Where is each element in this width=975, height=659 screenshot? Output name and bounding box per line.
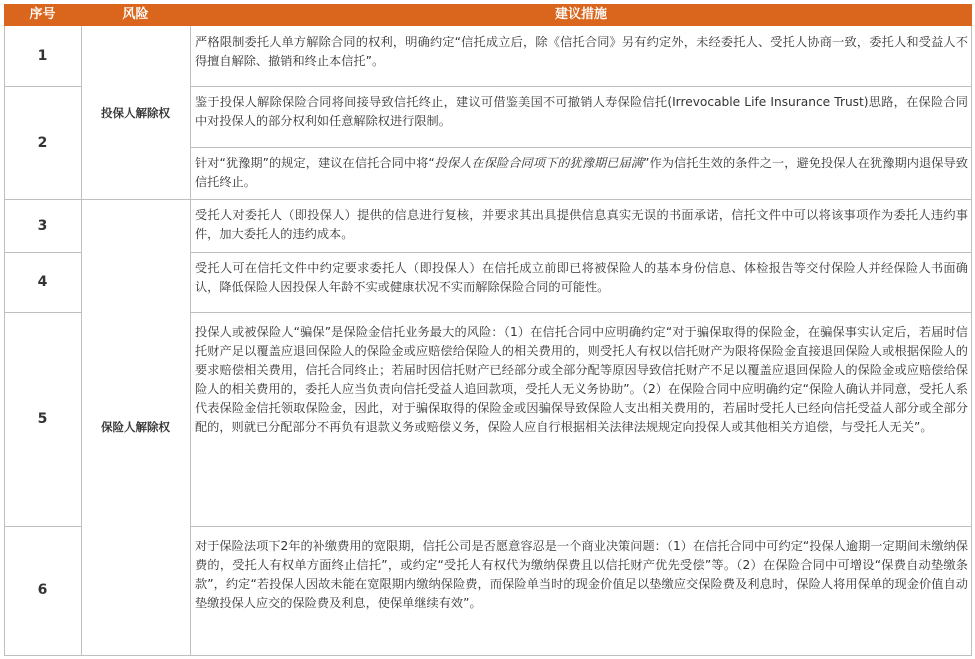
row-2-measure-b-pre: 针对“犹豫期”的规定，建议在信托合同中将“ <box>195 156 435 170</box>
grid-line <box>4 526 81 527</box>
row-5-seq: 5 <box>37 411 48 427</box>
row-5-measure: 投保人或被保险人“骗保”是保险金信托业务最大的风险：（1）在信托合同中应明确约定“对于骗保取得的保险金，在骗保事实认定后，若届时信托财产足以覆盖应退回保险人的保险金或应赔偿给保险人的相关费用的，则受托人有权以信托财产为限将保险金直接退回保险人或根据保险人的要求赔偿相关费用，信托合同终止；若届时因信托财产已经部分或全部分配等原因导致信托财产不足以覆盖应退回保险人的保险金或应赔偿给保险人的相关费用的，委托人应当负责向信托受益人追回款项，受托人无义务协助”。（2）在保险合同中应明确约定“保险人确认并同意，受托人系代表保险金信托领取保险金，因此，对于骗保取得的保险金或因骗保导致保险人支出相关费用的，若届时受托人已经向信托受益人部分或全部分配的，则就已分配部分不再负有退款义务或赔偿义务，保险人应自行根据相关法律法规规定向投保人或其他相关方追偿，与受托人无关”。 <box>195 325 968 434</box>
risk-insurer-termination: 投保人解除权 <box>101 105 170 120</box>
row-4-measure: 受托人可在信托文件中约定要求委托人（即投保人）在信托成立前即已将被保险人的基本身份信息、体检报告等交付保险人并经保险人书面确认，降低保险人因投保人年龄不实或健康状况不实而解除保险合同的可能性。 <box>195 261 968 294</box>
row-6-seq: 6 <box>37 582 48 598</box>
grid-line <box>971 26 972 656</box>
grid-line <box>190 252 972 253</box>
row-4-seq: 4 <box>37 274 48 290</box>
grid-line <box>190 147 972 148</box>
grid-line <box>190 526 972 527</box>
header-measures: 建议措施 <box>190 4 972 26</box>
row-6-measure: 对于保险法项下2年的补缴费用的宽限期，信托公司是否愿意容忍是一个商业决策问题：（1）在信托合同中可约定“投保人逾期一定期间未缴纳保费的，受托人有权单方面终止信托”，或约定“受托人有权代为缴纳保费且以信托财产优先受偿”等。（2）在保险合同中可增设“保费自动垫缴条款”，约定“若投保人因故未能在宽限期内缴纳保险费，而保险单当时的现金价值足以垫缴应交保险费及利息时，保险人将用保单的现金价值自动垫缴投保人应交的保险费及利息，使保单继续有效”。 <box>195 539 968 610</box>
grid-line <box>81 26 82 656</box>
grid-line <box>4 655 972 656</box>
row-1-measure: 严格限制委托人单方解除合同的权利，明确约定“信托成立后，除《信托合同》另有约定外，未经委托人、受托人协商一致，委托人和受益人不得擅自解除、撤销和终止本信托”。 <box>195 35 968 68</box>
risk-insured-termination: 保险人解除权 <box>101 419 170 434</box>
grid-line <box>4 312 81 313</box>
row-3-measure: 受托人对委托人（即投保人）提供的信息进行复核，并要求其出具提供信息真实无误的书面承诺，信托文件中可以将该事项作为委托人违约事件，加大委托人的违约成本。 <box>195 208 968 241</box>
grid-line <box>4 199 972 200</box>
grid-line <box>4 86 81 87</box>
header-seq: 序号 <box>4 4 81 26</box>
grid-line <box>190 312 972 313</box>
row-2-measure-b <box>190 147 972 199</box>
row-2-measure-a: 鉴于投保人解除保险合同将间接导致信托终止，建议可借鉴美国不可撤销人寿保险信托(Irrevocable Life Insurance Trust)思路，在保险合同中对投保人的部分权利如任意解除权进行限制。 <box>195 95 968 128</box>
grid-line <box>4 252 81 253</box>
row-1-seq: 1 <box>37 48 48 64</box>
grid-line <box>4 26 5 656</box>
row-2-measure-b-post: ”作为信托生效的条件之一，避免投保人在犹豫期内退保导致信托终止。 <box>195 156 968 189</box>
grid-line <box>190 86 972 87</box>
grid-line <box>190 26 191 656</box>
risk-measures-table <box>4 4 972 656</box>
row-2-measure-b-emphasis: 投保人在保险合同项下的犹豫期已届满 <box>434 156 644 170</box>
row-3-seq: 3 <box>37 217 48 234</box>
row-2-seq: 2 <box>37 134 48 151</box>
header-risk: 风险 <box>81 4 190 26</box>
